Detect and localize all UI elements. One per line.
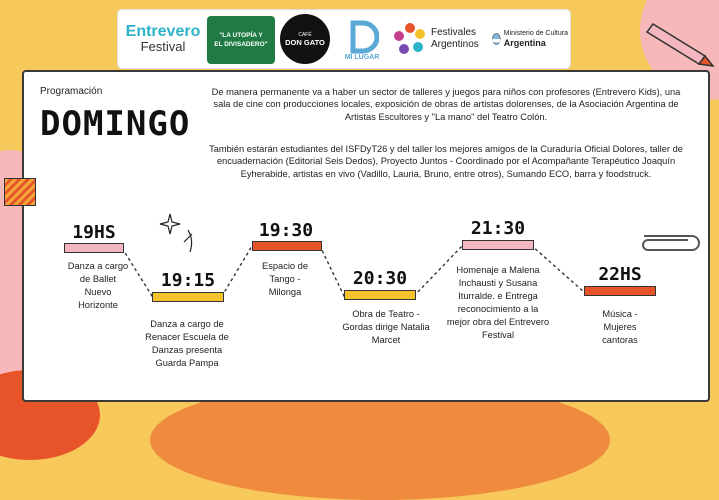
day-title: DOMINGO — [40, 104, 191, 144]
time-bar — [64, 243, 124, 253]
festivales-argentinos-logo: Festivales Argentinos — [392, 16, 488, 62]
time-label: 19:30 — [258, 220, 314, 241]
don-gato-logo: CAFÉ DON GATO — [280, 14, 330, 64]
time-bar — [152, 292, 224, 302]
time-bar — [462, 240, 534, 250]
mi-lugar-logo: MI LUGAR — [334, 14, 390, 66]
intro-paragraph: De manera permanente va a haber un sector de talleres y juegos para niños con profesores (Entrevero Kids), una sala de cine con producciones locales, exposición de obras de artistas dolorenses, de la Asociación Argentina de Artistas Escultores y "La mano" del Teatro Colón. — [211, 87, 681, 122]
event-description: Obra de Teatro - Gordas dirige Natalia Marcet — [342, 309, 430, 345]
ministerio-cultura-logo: Ministerio de Cultura Argentina — [492, 16, 568, 62]
time-label: 19HS — [72, 222, 116, 243]
participants-paragraph: También estarán estudiantes del ISFDyT26 y del taller los mejores amigos de la Curaduría Oficial Dolores, taller de encuadernación (Editorial Seis Dedos), Proyecto Juntos - Coordinado por el Acompañante Terapéutico Joaquín Eyherabide, artistas en vivo (Vadillo, Lauria, Bruno, entre otros), Sumando ECO, barra y foodstruck. — [209, 144, 683, 179]
time-bar — [344, 290, 416, 300]
event-description: Danza a cargo de Renacer Escuela de Danzas presenta Guarda Pampa — [145, 319, 229, 368]
entrevero-festival-logo: Entrevero Festival — [125, 23, 201, 54]
event-description: Música - Mujeres cantoras — [602, 309, 638, 345]
event-description: Espacio de Tango - Milonga — [262, 261, 308, 297]
la-utopia-logo: "LA UTOPÍA Y EL DIVISADERO" — [207, 16, 275, 64]
time-label: 19:15 — [160, 270, 216, 291]
event-description: Homenaje a Malena Inchausti y Susana Iturralde. e Entrega reconocimiento a la mejor obra del Entrevero Festival — [446, 265, 550, 340]
time-bar — [584, 286, 656, 296]
time-label: 21:30 — [470, 218, 526, 239]
time-label: 20:30 — [352, 268, 408, 289]
event-description: Danza a cargo de Ballet Nuevo Horizonte — [67, 261, 129, 310]
time-label: 22HS — [598, 264, 642, 285]
time-bar — [252, 241, 322, 251]
section-label: Programación — [40, 86, 103, 97]
